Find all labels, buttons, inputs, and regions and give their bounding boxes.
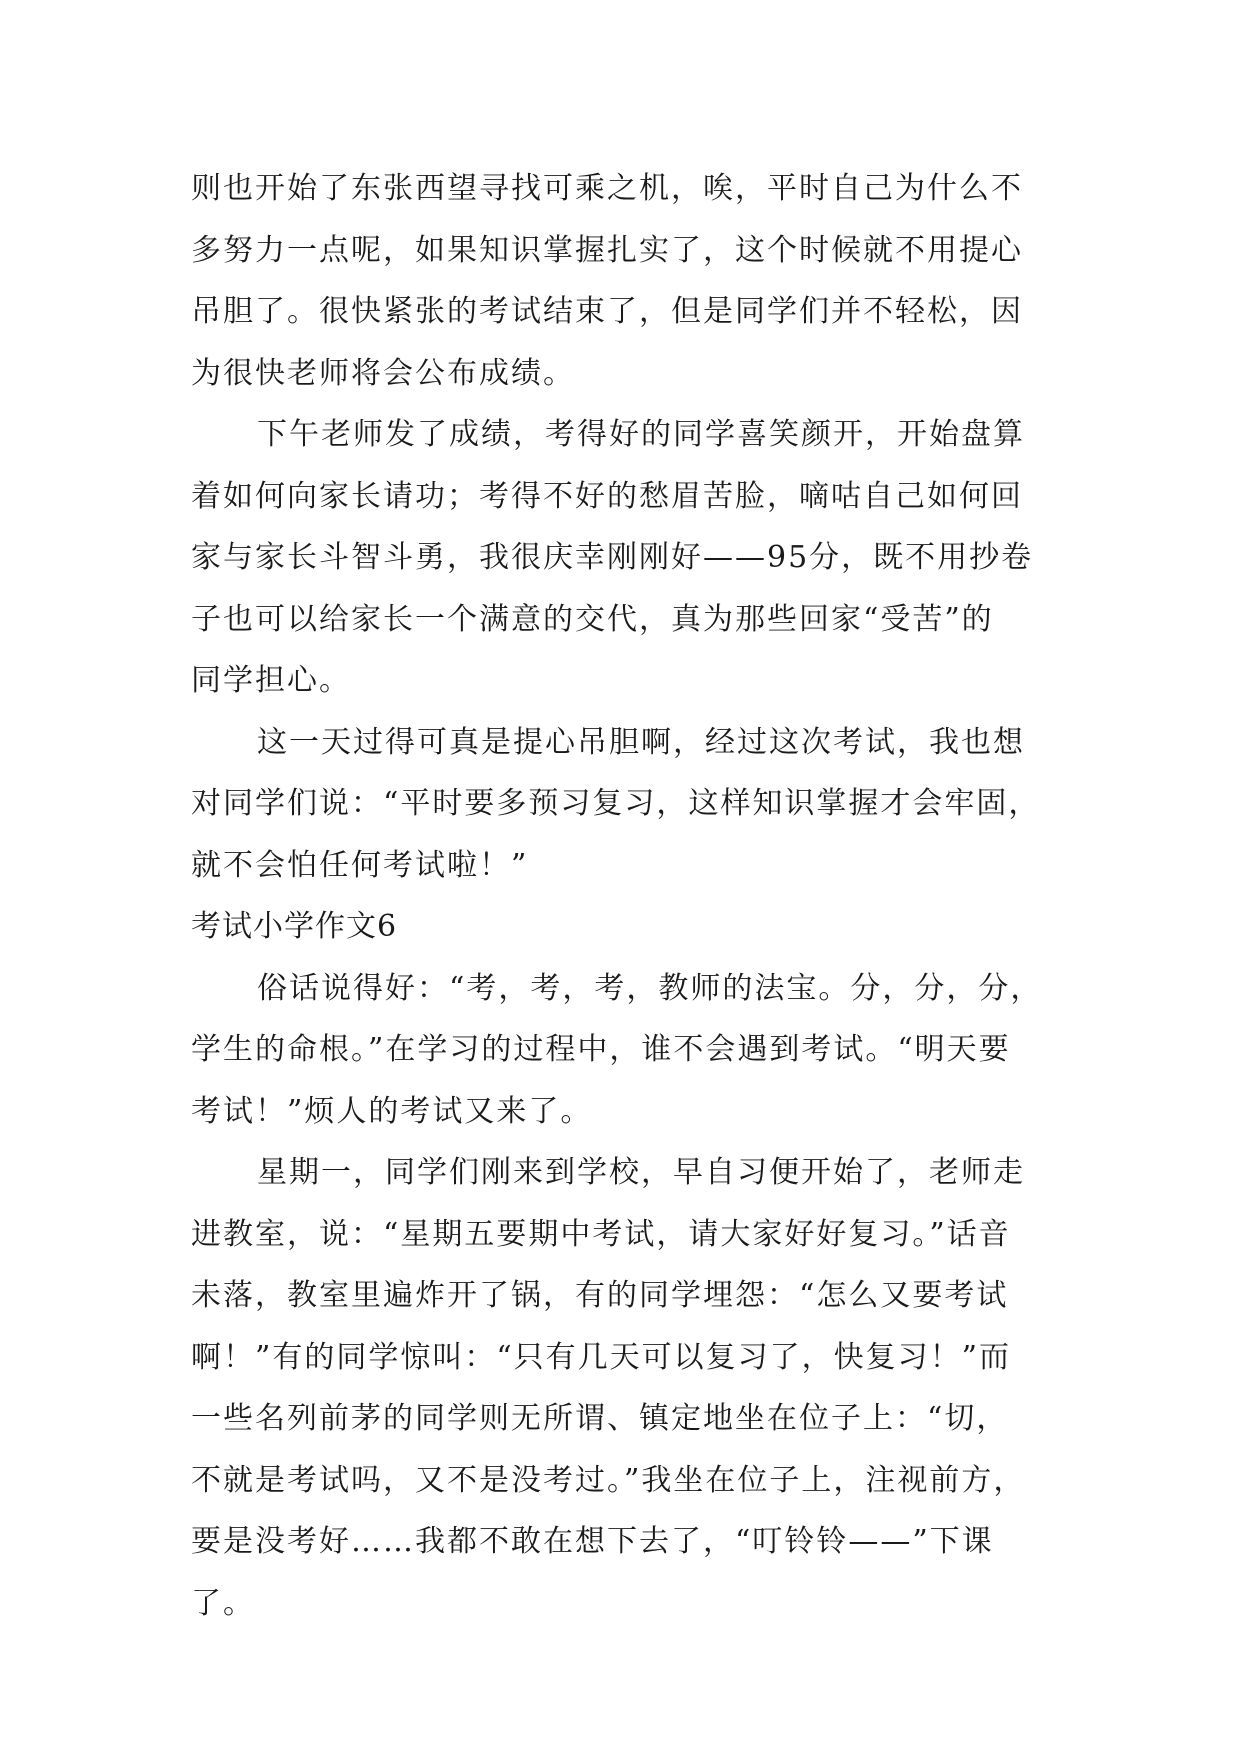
text-line: 子也可以给家长一个满意的交代，真为那些回家“受苦”的 [191,601,994,637]
text-line: 要是没考好……我都不敢在想下去了，“叮铃铃——”下课 [191,1524,994,1559]
text-line: 多努力一点呢，如果知识掌握扎实了，这个时候就不用提心 [191,232,1023,268]
text-line: 为很快老师将会公布成绩。 [191,355,575,391]
paragraph [191,958,1071,1143]
text-line: 未落，教室里遍炸开了锅，有的同学埋怨：“怎么又要考试 [191,1278,1009,1313]
paragraph [191,1142,1071,1634]
text-line: 啊！”有的同学惊叫：“只有几天可以复习了，快复习！”而 [191,1339,1012,1375]
text-line: 进教室，说：“星期五要期中考试，请大家好好复习。”话音 [191,1216,1011,1252]
paragraph [191,404,1071,712]
text-line: 着如何向家长请功；考得不好的愁眉苦脸，嘀咕自己如何回 [191,478,1023,514]
section-heading: 考试小学作文6 [191,909,398,944]
text-line: 下午老师发了成绩，考得好的同学喜笑颜开，开始盘算 [257,417,1025,452]
text-line: 学生的命根。”在学习的过程中，谁不会遇到考试。“明天要 [191,1032,1011,1067]
text-line: 同学担心。 [191,663,351,698]
text-line: 则也开始了东张西望寻找可乘之机，唉，平时自己为什么不 [191,171,1023,206]
text-line: 考试！”烦人的考试又来了。 [191,1093,593,1129]
text-line: 星期一，同学们刚来到学校，早自习便开始了，老师走 [257,1155,1025,1190]
paragraph [191,158,1071,404]
document-body [191,158,1071,1634]
text-line: 一些名列前茅的同学则无所谓、镇定地坐在位子上：“切， [191,1401,1009,1436]
text-line: 家与家长斗智斗勇，我很庆幸刚刚好——95分，既不用抄卷 [191,540,1034,575]
text-line: 了。 [191,1585,255,1621]
text-line: 对同学们说：“平时要多预习复习，这样知识掌握才会牢固， [191,786,1041,821]
text-line: 这一天过得可真是提心吊胆啊，经过这次考试，我也想 [257,724,1025,760]
text-line: 就不会怕任何考试啦！” [191,847,529,883]
text-line: 不就是考试吗，又不是没考过。”我坐在位子上，注视前方， [191,1462,1026,1498]
text-line: 吊胆了。很快紧张的考试结束了，但是同学们并不轻松，因 [191,294,1023,329]
text-line: 俗话说得好：“考，考，考，教师的法宝。分，分，分， [257,970,1043,1006]
paragraph [191,712,1071,897]
